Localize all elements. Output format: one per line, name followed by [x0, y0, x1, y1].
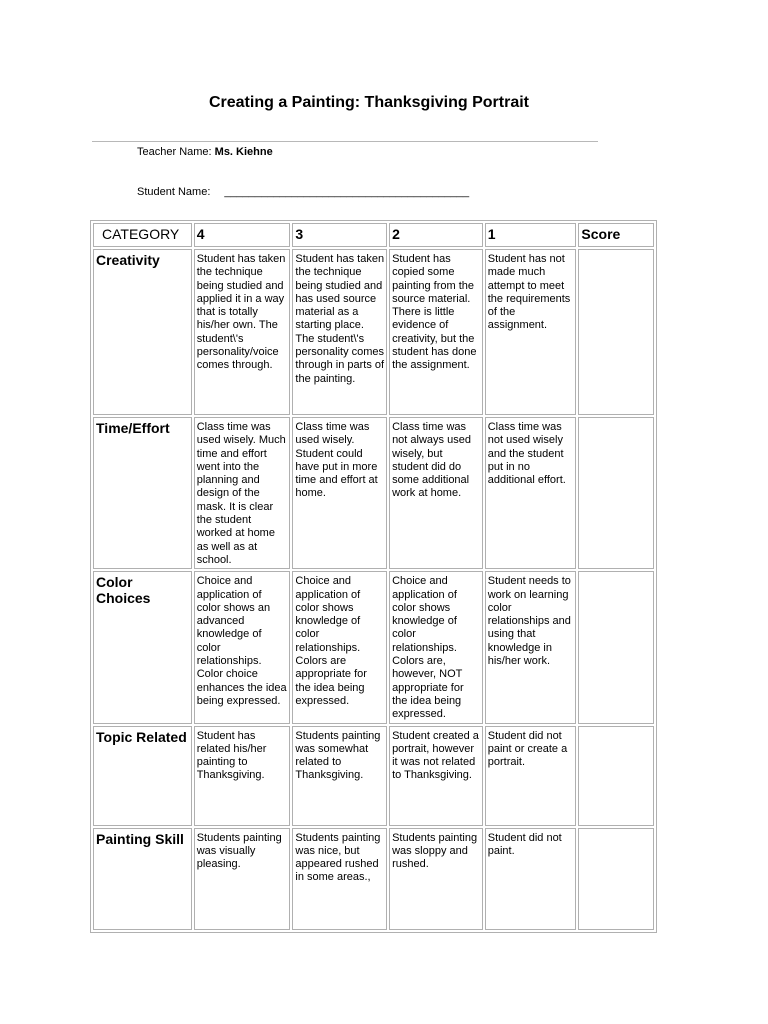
cell-3: Students painting was somewhat related to Thanksgiving. — [292, 726, 387, 826]
row-category: Color Choices — [93, 571, 192, 723]
student-name-line — [137, 186, 469, 198]
student-name-label: Student Name: — [137, 186, 211, 198]
row-category: Time/Effort — [93, 417, 192, 569]
row-category: Topic Related — [93, 726, 192, 826]
title-divider — [92, 141, 598, 142]
cell-2: Class time was not always used wisely, but student did do some additional work at home. — [389, 417, 483, 569]
cell-4: Student has taken the technique being studied and applied it in a way that is totally his/her own. The student\'s personality/voice comes through. — [194, 249, 291, 415]
header-score-4: 4 — [194, 223, 291, 247]
cell-3: Student has taken the technique being studied and has used source material as a starting place. The student\'s personality comes through in parts of the painting. — [292, 249, 387, 415]
rubric-header-row — [93, 223, 654, 247]
cell-1: Student did not paint. — [485, 828, 577, 930]
cell-1: Student needs to work on learning color relationships and using that knowledge in his/her work. — [485, 571, 577, 723]
cell-3: Choice and application of color shows knowledge of color relationships. Colors are appropriate for the idea being expressed. — [292, 571, 387, 723]
student-name-blank: ________________________________________ — [224, 186, 470, 198]
rubric-table — [90, 220, 657, 933]
rubric-row-creativity — [93, 249, 654, 415]
cell-4: Students painting was visually pleasing. — [194, 828, 291, 930]
cell-2: Student has copied some painting from the source material. There is little evidence of creativity, but the student has done the assignment. — [389, 249, 483, 415]
score-cell[interactable] — [578, 571, 654, 723]
row-category: Painting Skill — [93, 828, 192, 930]
score-cell[interactable] — [578, 417, 654, 569]
score-cell[interactable] — [578, 726, 654, 826]
cell-2: Choice and application of color shows knowledge of color relationships. Colors are, however, NOT appropriate for the idea being expressed. — [389, 571, 483, 723]
score-cell[interactable] — [578, 828, 654, 930]
cell-4: Class time was used wisely. Much time and effort went into the planning and design of the mask. It is clear the student worked at home as well as at school. — [194, 417, 291, 569]
rubric-row-painting-skill — [93, 828, 654, 930]
header-category: CATEGORY — [93, 223, 192, 247]
cell-3: Students painting was nice, but appeared rushed in some areas., — [292, 828, 387, 930]
header-score-1: 1 — [485, 223, 577, 247]
teacher-name-line — [137, 146, 273, 158]
cell-2: Student created a portrait, however it was not related to Thanksgiving. — [389, 726, 483, 826]
rubric-row-topic-related — [93, 726, 654, 826]
score-cell[interactable] — [578, 249, 654, 415]
rubric-row-color-choices — [93, 571, 654, 723]
cell-1: Class time was not used wisely and the student put in no additional effort. — [485, 417, 577, 569]
header-score: Score — [578, 223, 654, 247]
page-title: Creating a Painting: Thanksgiving Portrait — [208, 94, 530, 111]
cell-1: Student did not paint or create a portrait. — [485, 726, 577, 826]
cell-1: Student has not made much attempt to meet the requirements of the assignment. — [485, 249, 577, 415]
cell-4: Choice and application of color shows an advanced knowledge of color relationships. Color choice enhances the idea being expressed. — [194, 571, 291, 723]
header-score-3: 3 — [292, 223, 387, 247]
rubric-row-time-effort — [93, 417, 654, 569]
teacher-name-label: Teacher Name: — [137, 146, 212, 158]
cell-4: Student has related his/her painting to Thanksgiving. — [194, 726, 291, 826]
cell-3: Class time was used wisely. Student could have put in more time and effort at home. — [292, 417, 387, 569]
header-score-2: 2 — [389, 223, 483, 247]
teacher-name-value: Ms. Kiehne — [214, 146, 273, 158]
cell-2: Students painting was sloppy and rushed. — [389, 828, 483, 930]
row-category: Creativity — [93, 249, 192, 415]
